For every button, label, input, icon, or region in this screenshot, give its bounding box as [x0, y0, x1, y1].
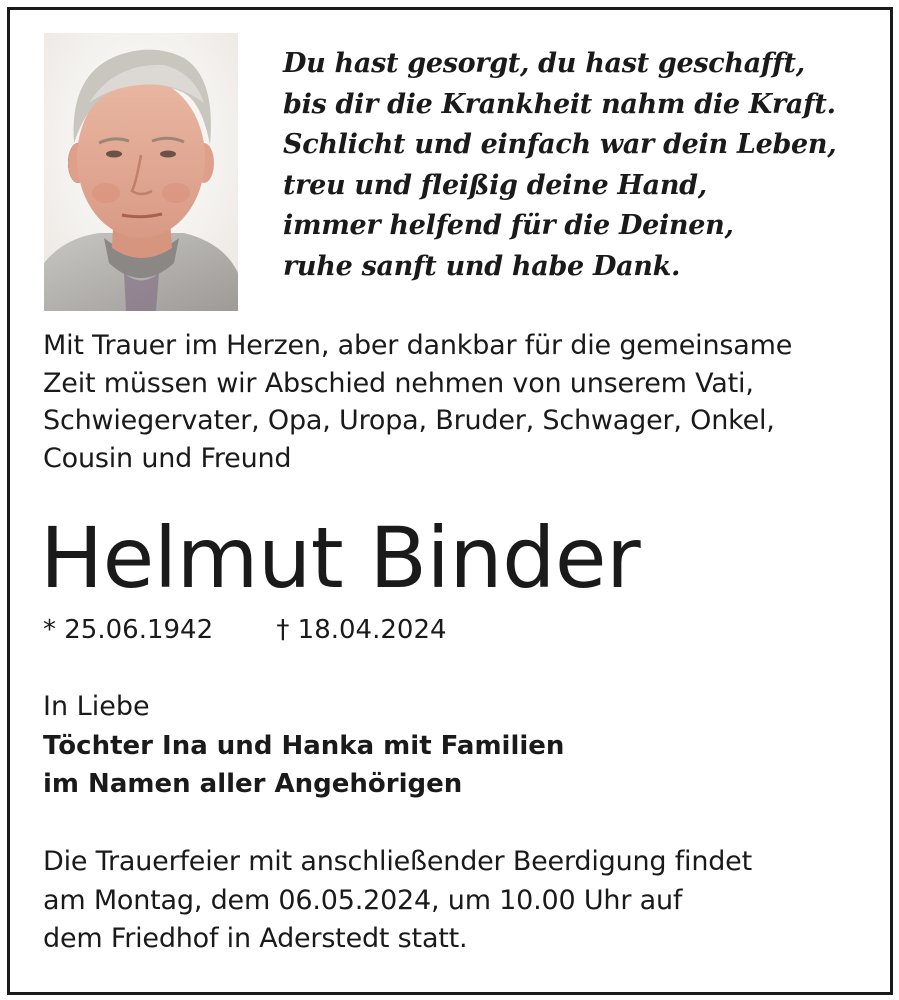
- death-date: † 18.04.2024: [276, 615, 447, 645]
- birth-date: * 25.06.1942: [43, 615, 214, 645]
- intro-text: [43, 327, 863, 477]
- family-line-1: Töchter Ina und Hanka mit Familien: [43, 730, 565, 761]
- life-dates: [43, 612, 447, 648]
- poem-line: immer helfend für die Deinen,: [283, 210, 734, 241]
- intro-line: Schwiegervater, Opa, Uropa, Bruder, Schwager, Onkel,: [43, 405, 775, 436]
- deceased-name: Helmut Binder: [40, 509, 641, 607]
- ceremony-info: [43, 843, 752, 959]
- poem: [283, 44, 863, 287]
- poem-line: treu und fleißig deine Hand,: [283, 169, 707, 201]
- family-signature: [43, 688, 564, 804]
- poem-line: Schlicht und einfach war dein Leben,: [283, 129, 837, 160]
- ceremony-line: am Montag, dem 06.05.2024, um 10.00 Uhr auf: [43, 884, 683, 916]
- poem-line: ruhe sanft und habe Dank.: [283, 250, 681, 282]
- ceremony-line: Die Trauerfeier mit anschließender Beerdigung findet: [43, 846, 752, 877]
- portrait-photo: [44, 33, 238, 311]
- ceremony-line: dem Friedhof in Aderstedt statt.: [43, 923, 468, 954]
- salutation: In Liebe: [43, 691, 150, 722]
- portrait-image: [44, 33, 238, 311]
- intro-line: Zeit müssen wir Abschied nehmen von unserem Vati,: [43, 367, 754, 399]
- poem-line: bis dir die Krankheit nahm die Kraft.: [283, 88, 836, 120]
- intro-line: Mit Trauer im Herzen, aber dankbar für die gemeinsame: [43, 330, 793, 361]
- poem-line: Du hast gesorgt, du hast geschafft,: [283, 48, 805, 79]
- family-line-2: im Namen aller Angehörigen: [43, 769, 463, 799]
- intro-line: Cousin und Freund: [43, 442, 292, 474]
